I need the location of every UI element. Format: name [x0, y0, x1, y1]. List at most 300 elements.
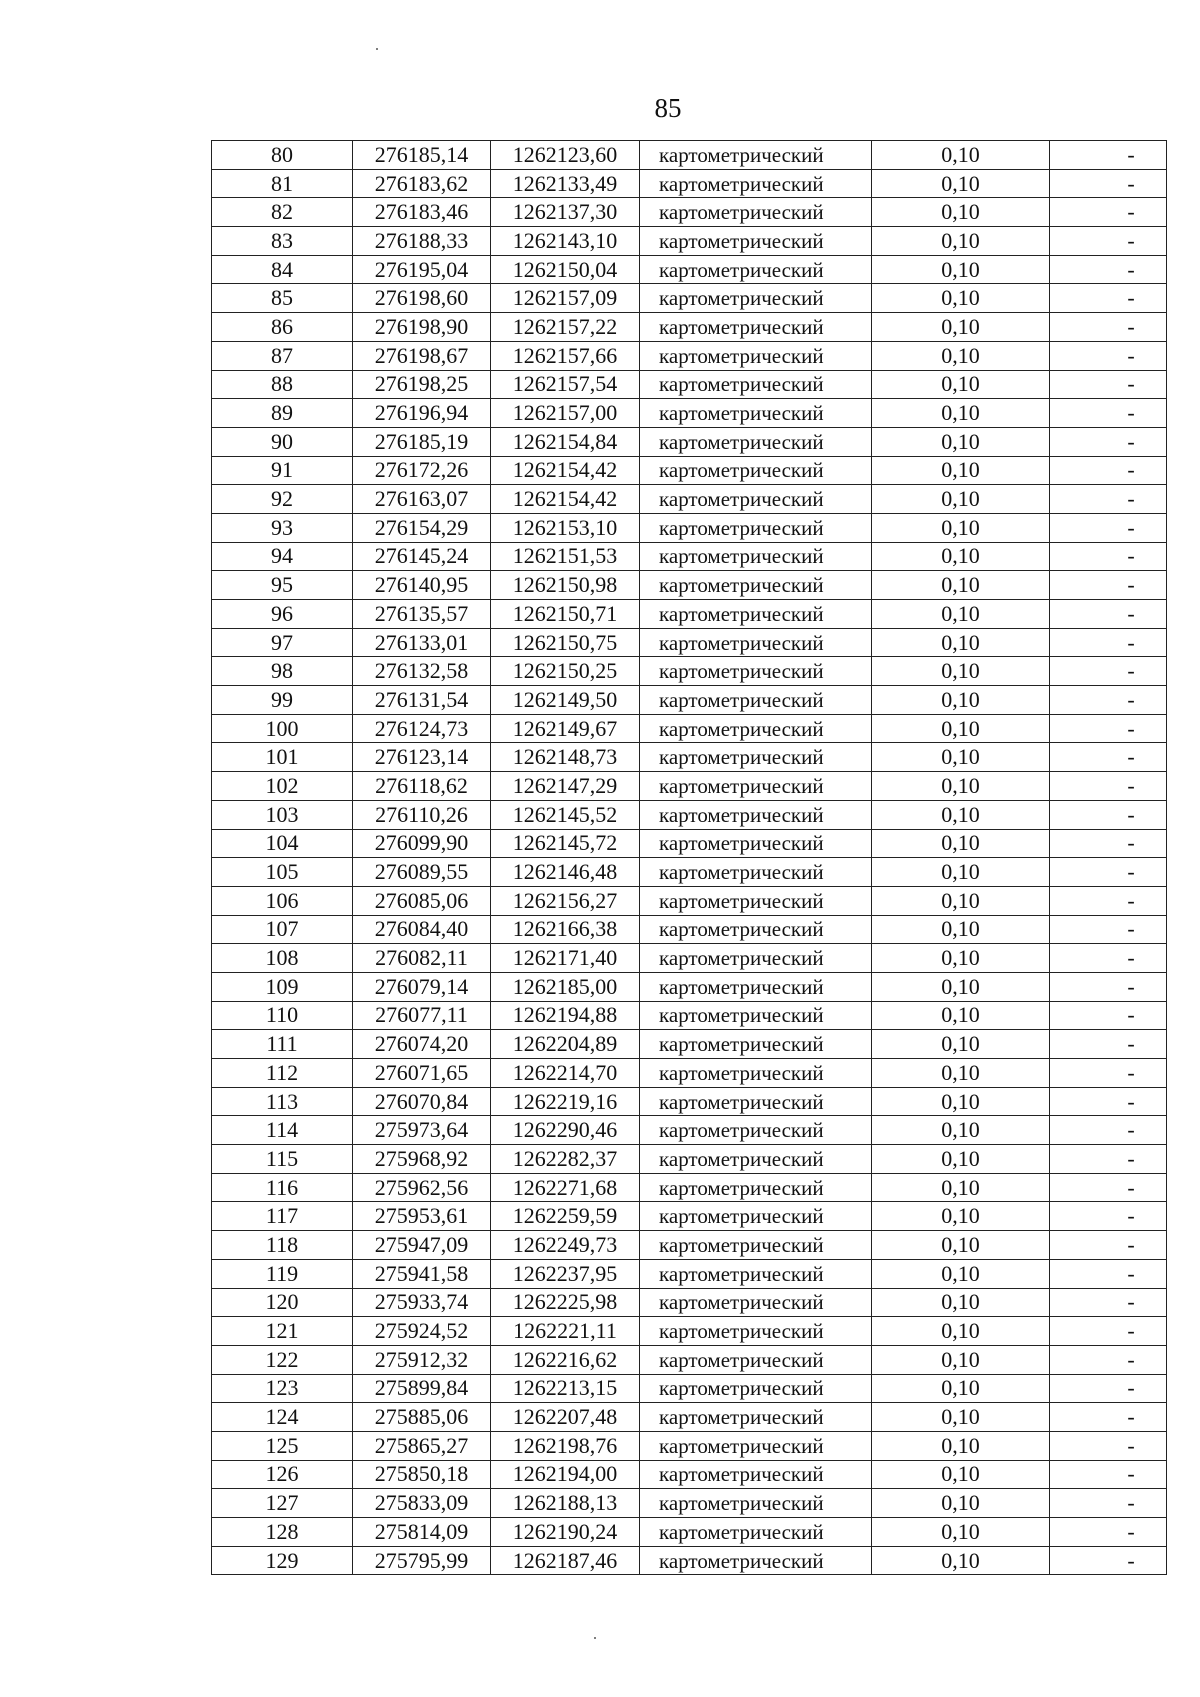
y-coordinate-cell: 1262198,76 — [491, 1431, 640, 1460]
accuracy-cell: 0,10 — [872, 485, 1050, 514]
note-cell: - — [1050, 341, 1167, 370]
accuracy-cell: 0,10 — [872, 743, 1050, 772]
accuracy-cell: 0,10 — [872, 456, 1050, 485]
y-coordinate-cell: 1262207,48 — [491, 1403, 640, 1432]
accuracy-cell: 0,10 — [872, 370, 1050, 399]
accuracy-cell: 0,10 — [872, 1001, 1050, 1030]
point-number-cell: 129 — [212, 1546, 353, 1575]
method-cell: картометрический — [640, 1489, 872, 1518]
note-cell: - — [1050, 1030, 1167, 1059]
x-coordinate-cell: 275885,06 — [353, 1403, 491, 1432]
point-number-cell: 83 — [212, 227, 353, 256]
note-cell: - — [1050, 1431, 1167, 1460]
accuracy-cell: 0,10 — [872, 542, 1050, 571]
y-coordinate-cell: 1262282,37 — [491, 1145, 640, 1174]
note-cell: - — [1050, 972, 1167, 1001]
x-coordinate-cell: 275968,92 — [353, 1145, 491, 1174]
method-cell: картометрический — [640, 972, 872, 1001]
y-coordinate-cell: 1262225,98 — [491, 1288, 640, 1317]
table-row — [212, 858, 1167, 887]
note-cell: - — [1050, 542, 1167, 571]
note-cell: - — [1050, 284, 1167, 313]
point-number-cell: 89 — [212, 399, 353, 428]
method-cell: картометрический — [640, 1259, 872, 1288]
point-number-cell: 94 — [212, 542, 353, 571]
accuracy-cell: 0,10 — [872, 1403, 1050, 1432]
x-coordinate-cell: 275953,61 — [353, 1202, 491, 1231]
table-row — [212, 1317, 1167, 1346]
y-coordinate-cell: 1262259,59 — [491, 1202, 640, 1231]
x-coordinate-cell: 276135,57 — [353, 600, 491, 629]
point-number-cell: 109 — [212, 972, 353, 1001]
table-row — [212, 198, 1167, 227]
x-coordinate-cell: 276071,65 — [353, 1059, 491, 1088]
method-cell: картометрический — [640, 657, 872, 686]
y-coordinate-cell: 1262188,13 — [491, 1489, 640, 1518]
y-coordinate-cell: 1262154,42 — [491, 456, 640, 485]
method-cell: картометрический — [640, 1518, 872, 1547]
y-coordinate-cell: 1262221,11 — [491, 1317, 640, 1346]
point-number-cell: 99 — [212, 686, 353, 715]
table-row — [212, 1087, 1167, 1116]
table-row — [212, 686, 1167, 715]
point-number-cell: 112 — [212, 1059, 353, 1088]
note-cell: - — [1050, 1489, 1167, 1518]
table-row — [212, 571, 1167, 600]
method-cell: картометрический — [640, 1403, 872, 1432]
y-coordinate-cell: 1262157,09 — [491, 284, 640, 313]
accuracy-cell: 0,10 — [872, 1087, 1050, 1116]
x-coordinate-cell: 275947,09 — [353, 1231, 491, 1260]
accuracy-cell: 0,10 — [872, 1145, 1050, 1174]
y-coordinate-cell: 1262150,71 — [491, 600, 640, 629]
note-cell: - — [1050, 657, 1167, 686]
note-cell: - — [1050, 772, 1167, 801]
point-number-cell: 86 — [212, 313, 353, 342]
y-coordinate-cell: 1262237,95 — [491, 1259, 640, 1288]
point-number-cell: 118 — [212, 1231, 353, 1260]
method-cell: картометрический — [640, 542, 872, 571]
method-cell: картометрический — [640, 800, 872, 829]
note-cell: - — [1050, 743, 1167, 772]
point-number-cell: 111 — [212, 1030, 353, 1059]
point-number-cell: 100 — [212, 714, 353, 743]
point-number-cell: 121 — [212, 1317, 353, 1346]
table-row — [212, 600, 1167, 629]
table-row — [212, 1460, 1167, 1489]
x-coordinate-cell: 276198,90 — [353, 313, 491, 342]
note-cell: - — [1050, 313, 1167, 342]
x-coordinate-cell: 276172,26 — [353, 456, 491, 485]
method-cell: картометрический — [640, 313, 872, 342]
accuracy-cell: 0,10 — [872, 800, 1050, 829]
table-row — [212, 972, 1167, 1001]
accuracy-cell: 0,10 — [872, 1317, 1050, 1346]
y-coordinate-cell: 1262204,89 — [491, 1030, 640, 1059]
x-coordinate-cell: 275912,32 — [353, 1345, 491, 1374]
note-cell: - — [1050, 456, 1167, 485]
method-cell: картометрический — [640, 1030, 872, 1059]
accuracy-cell: 0,10 — [872, 858, 1050, 887]
point-number-cell: 114 — [212, 1116, 353, 1145]
point-number-cell: 102 — [212, 772, 353, 801]
method-cell: картометрический — [640, 1431, 872, 1460]
point-number-cell: 97 — [212, 628, 353, 657]
point-number-cell: 124 — [212, 1403, 353, 1432]
accuracy-cell: 0,10 — [872, 427, 1050, 456]
note-cell: - — [1050, 600, 1167, 629]
y-coordinate-cell: 1262154,42 — [491, 485, 640, 514]
table-row — [212, 714, 1167, 743]
note-cell: - — [1050, 886, 1167, 915]
x-coordinate-cell: 276079,14 — [353, 972, 491, 1001]
x-coordinate-cell: 276082,11 — [353, 944, 491, 973]
note-cell: - — [1050, 141, 1167, 170]
accuracy-cell: 0,10 — [872, 341, 1050, 370]
x-coordinate-cell: 276077,11 — [353, 1001, 491, 1030]
table-row — [212, 915, 1167, 944]
table-row — [212, 1173, 1167, 1202]
table-row — [212, 284, 1167, 313]
y-coordinate-cell: 1262154,84 — [491, 427, 640, 456]
accuracy-cell: 0,10 — [872, 255, 1050, 284]
point-number-cell: 126 — [212, 1460, 353, 1489]
x-coordinate-cell: 275833,09 — [353, 1489, 491, 1518]
table-row — [212, 800, 1167, 829]
method-cell: картометрический — [640, 456, 872, 485]
accuracy-cell: 0,10 — [872, 714, 1050, 743]
accuracy-cell: 0,10 — [872, 972, 1050, 1001]
y-coordinate-cell: 1262171,40 — [491, 944, 640, 973]
method-cell: картометрический — [640, 1001, 872, 1030]
point-number-cell: 123 — [212, 1374, 353, 1403]
method-cell: картометрический — [640, 772, 872, 801]
method-cell: картометрический — [640, 858, 872, 887]
table-row — [212, 227, 1167, 256]
accuracy-cell: 0,10 — [872, 141, 1050, 170]
point-number-cell: 125 — [212, 1431, 353, 1460]
accuracy-cell: 0,10 — [872, 944, 1050, 973]
accuracy-cell: 0,10 — [872, 1202, 1050, 1231]
note-cell: - — [1050, 1374, 1167, 1403]
accuracy-cell: 0,10 — [872, 1259, 1050, 1288]
point-number-cell: 120 — [212, 1288, 353, 1317]
table-row — [212, 542, 1167, 571]
note-cell: - — [1050, 255, 1167, 284]
x-coordinate-cell: 276070,84 — [353, 1087, 491, 1116]
y-coordinate-cell: 1262249,73 — [491, 1231, 640, 1260]
point-number-cell: 80 — [212, 141, 353, 170]
method-cell: картометрический — [640, 1116, 872, 1145]
y-coordinate-cell: 1262145,72 — [491, 829, 640, 858]
point-number-cell: 93 — [212, 513, 353, 542]
x-coordinate-cell: 275814,09 — [353, 1518, 491, 1547]
x-coordinate-cell: 276133,01 — [353, 628, 491, 657]
accuracy-cell: 0,10 — [872, 600, 1050, 629]
method-cell: картометрический — [640, 1145, 872, 1174]
note-cell: - — [1050, 800, 1167, 829]
point-number-cell: 91 — [212, 456, 353, 485]
y-coordinate-cell: 1262149,67 — [491, 714, 640, 743]
y-coordinate-cell: 1262137,30 — [491, 198, 640, 227]
note-cell: - — [1050, 1259, 1167, 1288]
x-coordinate-cell: 276118,62 — [353, 772, 491, 801]
table-row — [212, 513, 1167, 542]
x-coordinate-cell: 276185,19 — [353, 427, 491, 456]
table-row — [212, 1202, 1167, 1231]
accuracy-cell: 0,10 — [872, 1431, 1050, 1460]
y-coordinate-cell: 1262143,10 — [491, 227, 640, 256]
y-coordinate-cell: 1262157,66 — [491, 341, 640, 370]
table-row — [212, 1403, 1167, 1432]
note-cell: - — [1050, 1145, 1167, 1174]
note-cell: - — [1050, 227, 1167, 256]
note-cell: - — [1050, 915, 1167, 944]
x-coordinate-cell: 275865,27 — [353, 1431, 491, 1460]
accuracy-cell: 0,10 — [872, 571, 1050, 600]
accuracy-cell: 0,10 — [872, 313, 1050, 342]
scan-speck — [594, 1637, 596, 1639]
x-coordinate-cell: 276154,29 — [353, 513, 491, 542]
y-coordinate-cell: 1262216,62 — [491, 1345, 640, 1374]
note-cell: - — [1050, 1202, 1167, 1231]
method-cell: картометрический — [640, 944, 872, 973]
note-cell: - — [1050, 485, 1167, 514]
accuracy-cell: 0,10 — [872, 1231, 1050, 1260]
table-row — [212, 657, 1167, 686]
table-row — [212, 313, 1167, 342]
y-coordinate-cell: 1262133,49 — [491, 169, 640, 198]
method-cell: картометрический — [640, 714, 872, 743]
note-cell: - — [1050, 1460, 1167, 1489]
y-coordinate-cell: 1262150,75 — [491, 628, 640, 657]
point-number-cell: 98 — [212, 657, 353, 686]
y-coordinate-cell: 1262150,04 — [491, 255, 640, 284]
accuracy-cell: 0,10 — [872, 1460, 1050, 1489]
x-coordinate-cell: 275850,18 — [353, 1460, 491, 1489]
point-number-cell: 122 — [212, 1345, 353, 1374]
accuracy-cell: 0,10 — [872, 1116, 1050, 1145]
accuracy-cell: 0,10 — [872, 513, 1050, 542]
note-cell: - — [1050, 1345, 1167, 1374]
y-coordinate-cell: 1262156,27 — [491, 886, 640, 915]
method-cell: картометрический — [640, 399, 872, 428]
coordinates-table-body — [212, 141, 1167, 1575]
y-coordinate-cell: 1262147,29 — [491, 772, 640, 801]
method-cell: картометрический — [640, 886, 872, 915]
table-row — [212, 485, 1167, 514]
x-coordinate-cell: 276085,06 — [353, 886, 491, 915]
point-number-cell: 90 — [212, 427, 353, 456]
point-number-cell: 105 — [212, 858, 353, 887]
x-coordinate-cell: 276188,33 — [353, 227, 491, 256]
table-row — [212, 1030, 1167, 1059]
table-row — [212, 1518, 1167, 1547]
table-row — [212, 255, 1167, 284]
method-cell: картометрический — [640, 284, 872, 313]
point-number-cell: 96 — [212, 600, 353, 629]
note-cell: - — [1050, 858, 1167, 887]
method-cell: картометрический — [640, 513, 872, 542]
table-row — [212, 1145, 1167, 1174]
y-coordinate-cell: 1262157,54 — [491, 370, 640, 399]
method-cell: картометрический — [640, 485, 872, 514]
method-cell: картометрический — [640, 198, 872, 227]
note-cell: - — [1050, 714, 1167, 743]
table-row — [212, 1259, 1167, 1288]
point-number-cell: 108 — [212, 944, 353, 973]
y-coordinate-cell: 1262190,24 — [491, 1518, 640, 1547]
table-row — [212, 743, 1167, 772]
x-coordinate-cell: 276195,04 — [353, 255, 491, 284]
y-coordinate-cell: 1262149,50 — [491, 686, 640, 715]
note-cell: - — [1050, 370, 1167, 399]
table-row — [212, 1374, 1167, 1403]
x-coordinate-cell: 276183,46 — [353, 198, 491, 227]
x-coordinate-cell: 276084,40 — [353, 915, 491, 944]
y-coordinate-cell: 1262194,00 — [491, 1460, 640, 1489]
point-number-cell: 81 — [212, 169, 353, 198]
y-coordinate-cell: 1262148,73 — [491, 743, 640, 772]
method-cell: картометрический — [640, 743, 872, 772]
point-number-cell: 106 — [212, 886, 353, 915]
x-coordinate-cell: 276183,62 — [353, 169, 491, 198]
note-cell: - — [1050, 686, 1167, 715]
method-cell: картометрический — [640, 829, 872, 858]
table-row — [212, 1288, 1167, 1317]
method-cell: картометрический — [640, 169, 872, 198]
y-coordinate-cell: 1262151,53 — [491, 542, 640, 571]
method-cell: картометрический — [640, 1087, 872, 1116]
table-row — [212, 1001, 1167, 1030]
y-coordinate-cell: 1262219,16 — [491, 1087, 640, 1116]
point-number-cell: 107 — [212, 915, 353, 944]
x-coordinate-cell: 275795,99 — [353, 1546, 491, 1575]
accuracy-cell: 0,10 — [872, 1030, 1050, 1059]
accuracy-cell: 0,10 — [872, 1173, 1050, 1202]
accuracy-cell: 0,10 — [872, 829, 1050, 858]
note-cell: - — [1050, 198, 1167, 227]
x-coordinate-cell: 276132,58 — [353, 657, 491, 686]
point-number-cell: 82 — [212, 198, 353, 227]
note-cell: - — [1050, 829, 1167, 858]
accuracy-cell: 0,10 — [872, 169, 1050, 198]
y-coordinate-cell: 1262214,70 — [491, 1059, 640, 1088]
point-number-cell: 95 — [212, 571, 353, 600]
x-coordinate-cell: 275924,52 — [353, 1317, 491, 1346]
table-row — [212, 1059, 1167, 1088]
accuracy-cell: 0,10 — [872, 284, 1050, 313]
table-row — [212, 341, 1167, 370]
x-coordinate-cell: 276110,26 — [353, 800, 491, 829]
y-coordinate-cell: 1262157,22 — [491, 313, 640, 342]
point-number-cell: 101 — [212, 743, 353, 772]
note-cell: - — [1050, 1001, 1167, 1030]
note-cell: - — [1050, 944, 1167, 973]
note-cell: - — [1050, 1317, 1167, 1346]
y-coordinate-cell: 1262185,00 — [491, 972, 640, 1001]
table-row — [212, 1489, 1167, 1518]
x-coordinate-cell: 276131,54 — [353, 686, 491, 715]
method-cell: картометрический — [640, 1173, 872, 1202]
table-row — [212, 399, 1167, 428]
point-number-cell: 110 — [212, 1001, 353, 1030]
y-coordinate-cell: 1262187,46 — [491, 1546, 640, 1575]
x-coordinate-cell: 276145,24 — [353, 542, 491, 571]
accuracy-cell: 0,10 — [872, 657, 1050, 686]
note-cell: - — [1050, 169, 1167, 198]
accuracy-cell: 0,10 — [872, 198, 1050, 227]
point-number-cell: 104 — [212, 829, 353, 858]
table-row — [212, 1116, 1167, 1145]
point-number-cell: 119 — [212, 1259, 353, 1288]
table-row — [212, 829, 1167, 858]
x-coordinate-cell: 276185,14 — [353, 141, 491, 170]
y-coordinate-cell: 1262290,46 — [491, 1116, 640, 1145]
note-cell: - — [1050, 1059, 1167, 1088]
note-cell: - — [1050, 1518, 1167, 1547]
scan-speck — [376, 48, 378, 50]
method-cell: картометрический — [640, 1345, 872, 1374]
table-row — [212, 456, 1167, 485]
point-number-cell: 84 — [212, 255, 353, 284]
note-cell: - — [1050, 628, 1167, 657]
method-cell: картометрический — [640, 427, 872, 456]
accuracy-cell: 0,10 — [872, 686, 1050, 715]
method-cell: картометрический — [640, 1059, 872, 1088]
accuracy-cell: 0,10 — [872, 772, 1050, 801]
method-cell: картометрический — [640, 1288, 872, 1317]
table-row — [212, 944, 1167, 973]
note-cell: - — [1050, 571, 1167, 600]
y-coordinate-cell: 1262271,68 — [491, 1173, 640, 1202]
accuracy-cell: 0,10 — [872, 1374, 1050, 1403]
method-cell: картометрический — [640, 141, 872, 170]
point-number-cell: 113 — [212, 1087, 353, 1116]
note-cell: - — [1050, 427, 1167, 456]
accuracy-cell: 0,10 — [872, 628, 1050, 657]
table-row — [212, 169, 1167, 198]
accuracy-cell: 0,10 — [872, 1288, 1050, 1317]
point-number-cell: 117 — [212, 1202, 353, 1231]
point-number-cell: 87 — [212, 341, 353, 370]
method-cell: картометрический — [640, 628, 872, 657]
table-row — [212, 1345, 1167, 1374]
table-row — [212, 1231, 1167, 1260]
table-row — [212, 886, 1167, 915]
x-coordinate-cell: 276198,67 — [353, 341, 491, 370]
x-coordinate-cell: 275962,56 — [353, 1173, 491, 1202]
x-coordinate-cell: 276074,20 — [353, 1030, 491, 1059]
method-cell: картометрический — [640, 1546, 872, 1575]
table-row — [212, 427, 1167, 456]
accuracy-cell: 0,10 — [872, 399, 1050, 428]
point-number-cell: 92 — [212, 485, 353, 514]
method-cell: картометрический — [640, 600, 872, 629]
y-coordinate-cell: 1262146,48 — [491, 858, 640, 887]
note-cell: - — [1050, 1231, 1167, 1260]
point-number-cell: 128 — [212, 1518, 353, 1547]
x-coordinate-cell: 276089,55 — [353, 858, 491, 887]
table-row — [212, 772, 1167, 801]
y-coordinate-cell: 1262194,88 — [491, 1001, 640, 1030]
point-number-cell: 116 — [212, 1173, 353, 1202]
point-number-cell: 88 — [212, 370, 353, 399]
note-cell: - — [1050, 1403, 1167, 1432]
x-coordinate-cell: 276124,73 — [353, 714, 491, 743]
page-number: 85 — [654, 93, 682, 123]
x-coordinate-cell: 276099,90 — [353, 829, 491, 858]
